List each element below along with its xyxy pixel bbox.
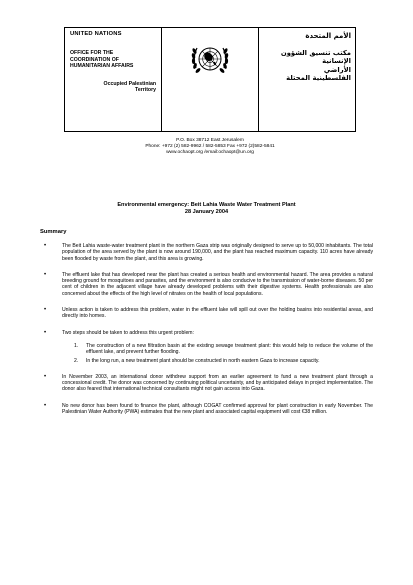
title-line: Environmental emergency: Beit Lahia Waste Water Treatment Plant xyxy=(117,202,296,208)
bullet-item: • In November 2003, an international donor withdrew support from an earlier agreement to fund a new treatment plant through a concessional credit. The donor was concerned by continuing political uncertainty, and by anticipated delays in project implementation. The donor also feared that international technical consultants might not gain access into Gaza. xyxy=(40,374,373,393)
bullet-item: • The effluent lake that has developed near the plant has created a serious health and environmental hazard. The area provides a natural breeding ground for mosquitoes and parasites, and the environment is also conducive to the transmission of water-borne diseases. 50 per cent of children in the adjacent village have already developed problems with their digestive systems. Health professionals are also concerned about the effects of the high level of nitrates on the health of local populations. xyxy=(40,272,373,297)
steps-list xyxy=(74,343,373,364)
office-line: COORDINATION OF xyxy=(70,56,119,63)
bullet-item: • No new donor has been found to finance the plant, although COGAT confirmed approval for plant construction in early November. The Palestinian Water Authority (PWA) estimates that the new plant and associated capital equipment will cost €38 million. xyxy=(40,403,373,416)
arabic-un-name: الأمم المتحدة xyxy=(305,32,351,40)
logo-cell xyxy=(162,28,259,131)
step-text: The construction of a new filtration basin at the existing sewage treatment plant: this would help to reduce the volume of the effluent lake, and prevent further flooding. xyxy=(86,342,373,356)
letterhead-english xyxy=(65,28,162,131)
step-item xyxy=(74,358,373,364)
arabic-office-name xyxy=(265,49,351,82)
bullet-item: • The Beit Lahia waste-water treatment plant in the northern Gaza strip was originally designed to serve up to 50,000 inhabitants. The total population of the area served by the plant is now around 190,000, and the plant has reached maximum capacity. 110 acres have already been flooded by waste from the plant, and this area is growing. xyxy=(40,243,373,262)
step-number: 1. xyxy=(74,342,79,349)
contact-address: P.O. Box 38712 East Jerusalem xyxy=(176,138,244,143)
step-item xyxy=(74,343,373,356)
arabic-office-line: الأراضي xyxy=(323,65,351,74)
letterhead xyxy=(64,27,356,132)
contact-info xyxy=(60,138,360,157)
arabic-office-line: مكتب تنسيق الشؤون xyxy=(280,49,351,58)
office-line: OFFICE FOR THE xyxy=(70,50,114,57)
step-number: 2. xyxy=(74,357,79,364)
contact-web: www.ochaopt.org /email:ochaopt@un.org xyxy=(166,150,254,156)
office-name xyxy=(70,50,156,69)
letterhead-arabic xyxy=(259,28,357,131)
un-name: UNITED NATIONS xyxy=(70,31,122,37)
contact-phone: Phone: +972 (2) 582-9962 / 582-5853 Fax +972 (2)582-5841 xyxy=(145,144,275,150)
un-emblem-icon xyxy=(188,38,232,82)
arabic-office-line: الفلسطينية المحتلة xyxy=(286,73,351,82)
territory-line: Territory xyxy=(135,87,156,94)
bullet-text: Two steps should be taken to address this urgent problem: xyxy=(62,329,194,336)
summary-heading: Summary xyxy=(40,229,67,235)
territory-line: Occupied Palestinian xyxy=(103,80,156,87)
document-title xyxy=(40,202,373,216)
arabic-office-line: الإنسانية xyxy=(322,57,351,66)
title-date: 28 January 2004 xyxy=(184,209,229,215)
territory-name xyxy=(70,81,156,94)
office-line: HUMANITARIAN AFFAIRS xyxy=(70,63,134,70)
step-text: In the long run, a new treatment plant should be constructed in north eastern Gaza to increase capacity. xyxy=(86,357,320,364)
bullet-item: • Unless action is taken to address this problem, water in the effluent lake will spill out over the holding basins into residential areas, and directly into homes. xyxy=(40,307,373,320)
summary-body xyxy=(40,243,373,425)
bullet-item-steps xyxy=(40,330,373,364)
